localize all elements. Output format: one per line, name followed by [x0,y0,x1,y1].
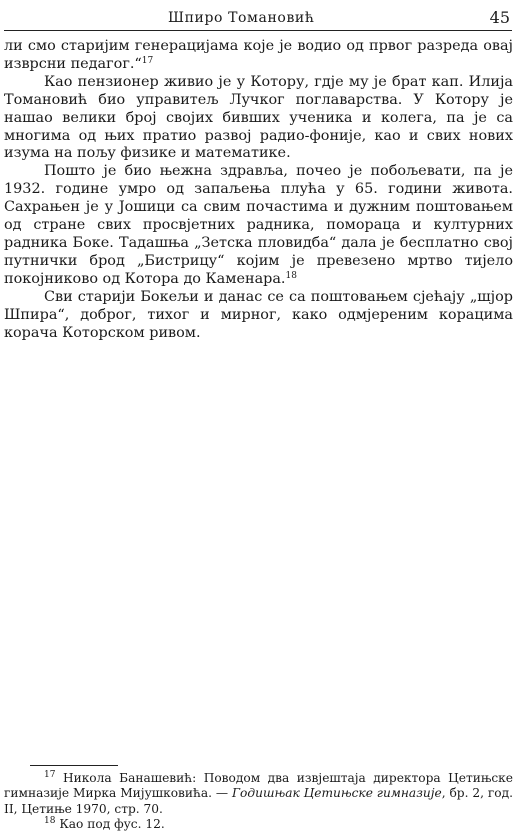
footnote-text: Никола Банашевић: Поводом два извјештаја директора Цетињске гимназије Мирка Мијушковића. — [4,771,513,801]
footnote-number: 18 [44,816,56,827]
footnote [4,771,513,817]
footnote [4,817,513,832]
header-rule [4,30,512,31]
body-text [4,38,513,342]
paragraph [4,289,513,343]
footnote-text-end: , бр. 2, год. II, Цетиње 1970, стр. 70. [4,786,513,816]
paragraph-text: Сви старији Бокељи и данас се са поштовањем сјећају „шјор Шпира“, доброг, тихог и мирног, како одмјереним корацима корача Которском ривом. [4,288,513,341]
paragraph-text: Пошто је био њежна здравља, почео је побољевати, па је 1932. године умро од запаљења плућа у 65. години живота. Сахрањен је у Јошици са свим почастима и дужним поштовањем од стране свих просвјетних радника, помораца и културних радника Боке. Тадашња „Зетска пловидба“ дала је бесплатно свој путнички брод „Бистрицу“ којим је превезено мртво тијело покојниково од Котора до Каменара. [4,163,513,287]
footnotes [4,771,513,833]
footnote-number: 17 [44,770,56,780]
footnote-italic-title: Годишњак Цетињске гимназије [231,786,442,801]
page-header [0,8,520,28]
paragraph [4,38,513,74]
paragraph-text: ли смо старијим генерацијама које је водио од првог разреда овај изврсни педагог.“ [4,38,513,72]
footnote-rule [30,765,118,766]
page-number: 45 [489,8,510,27]
paragraph [4,74,513,164]
footnote-reference: 18 [285,270,297,281]
paragraph [4,163,513,288]
running-title: Шпиро Томановић [168,10,315,26]
footnote-reference: 17 [141,55,154,66]
paragraph-text: Као пензионер живио је у Котору, гдје му је брат кап. Илија Томановић био управитељ Лучког поглаварства. У Котору је нашао велики број својих бивших ученика и колега, па је са многима од њих пратио развој радио-фоније, као и свих нових изума на пољу физике и математике. [4,73,513,162]
footnote-text: Као под фус. 12. [59,817,165,832]
